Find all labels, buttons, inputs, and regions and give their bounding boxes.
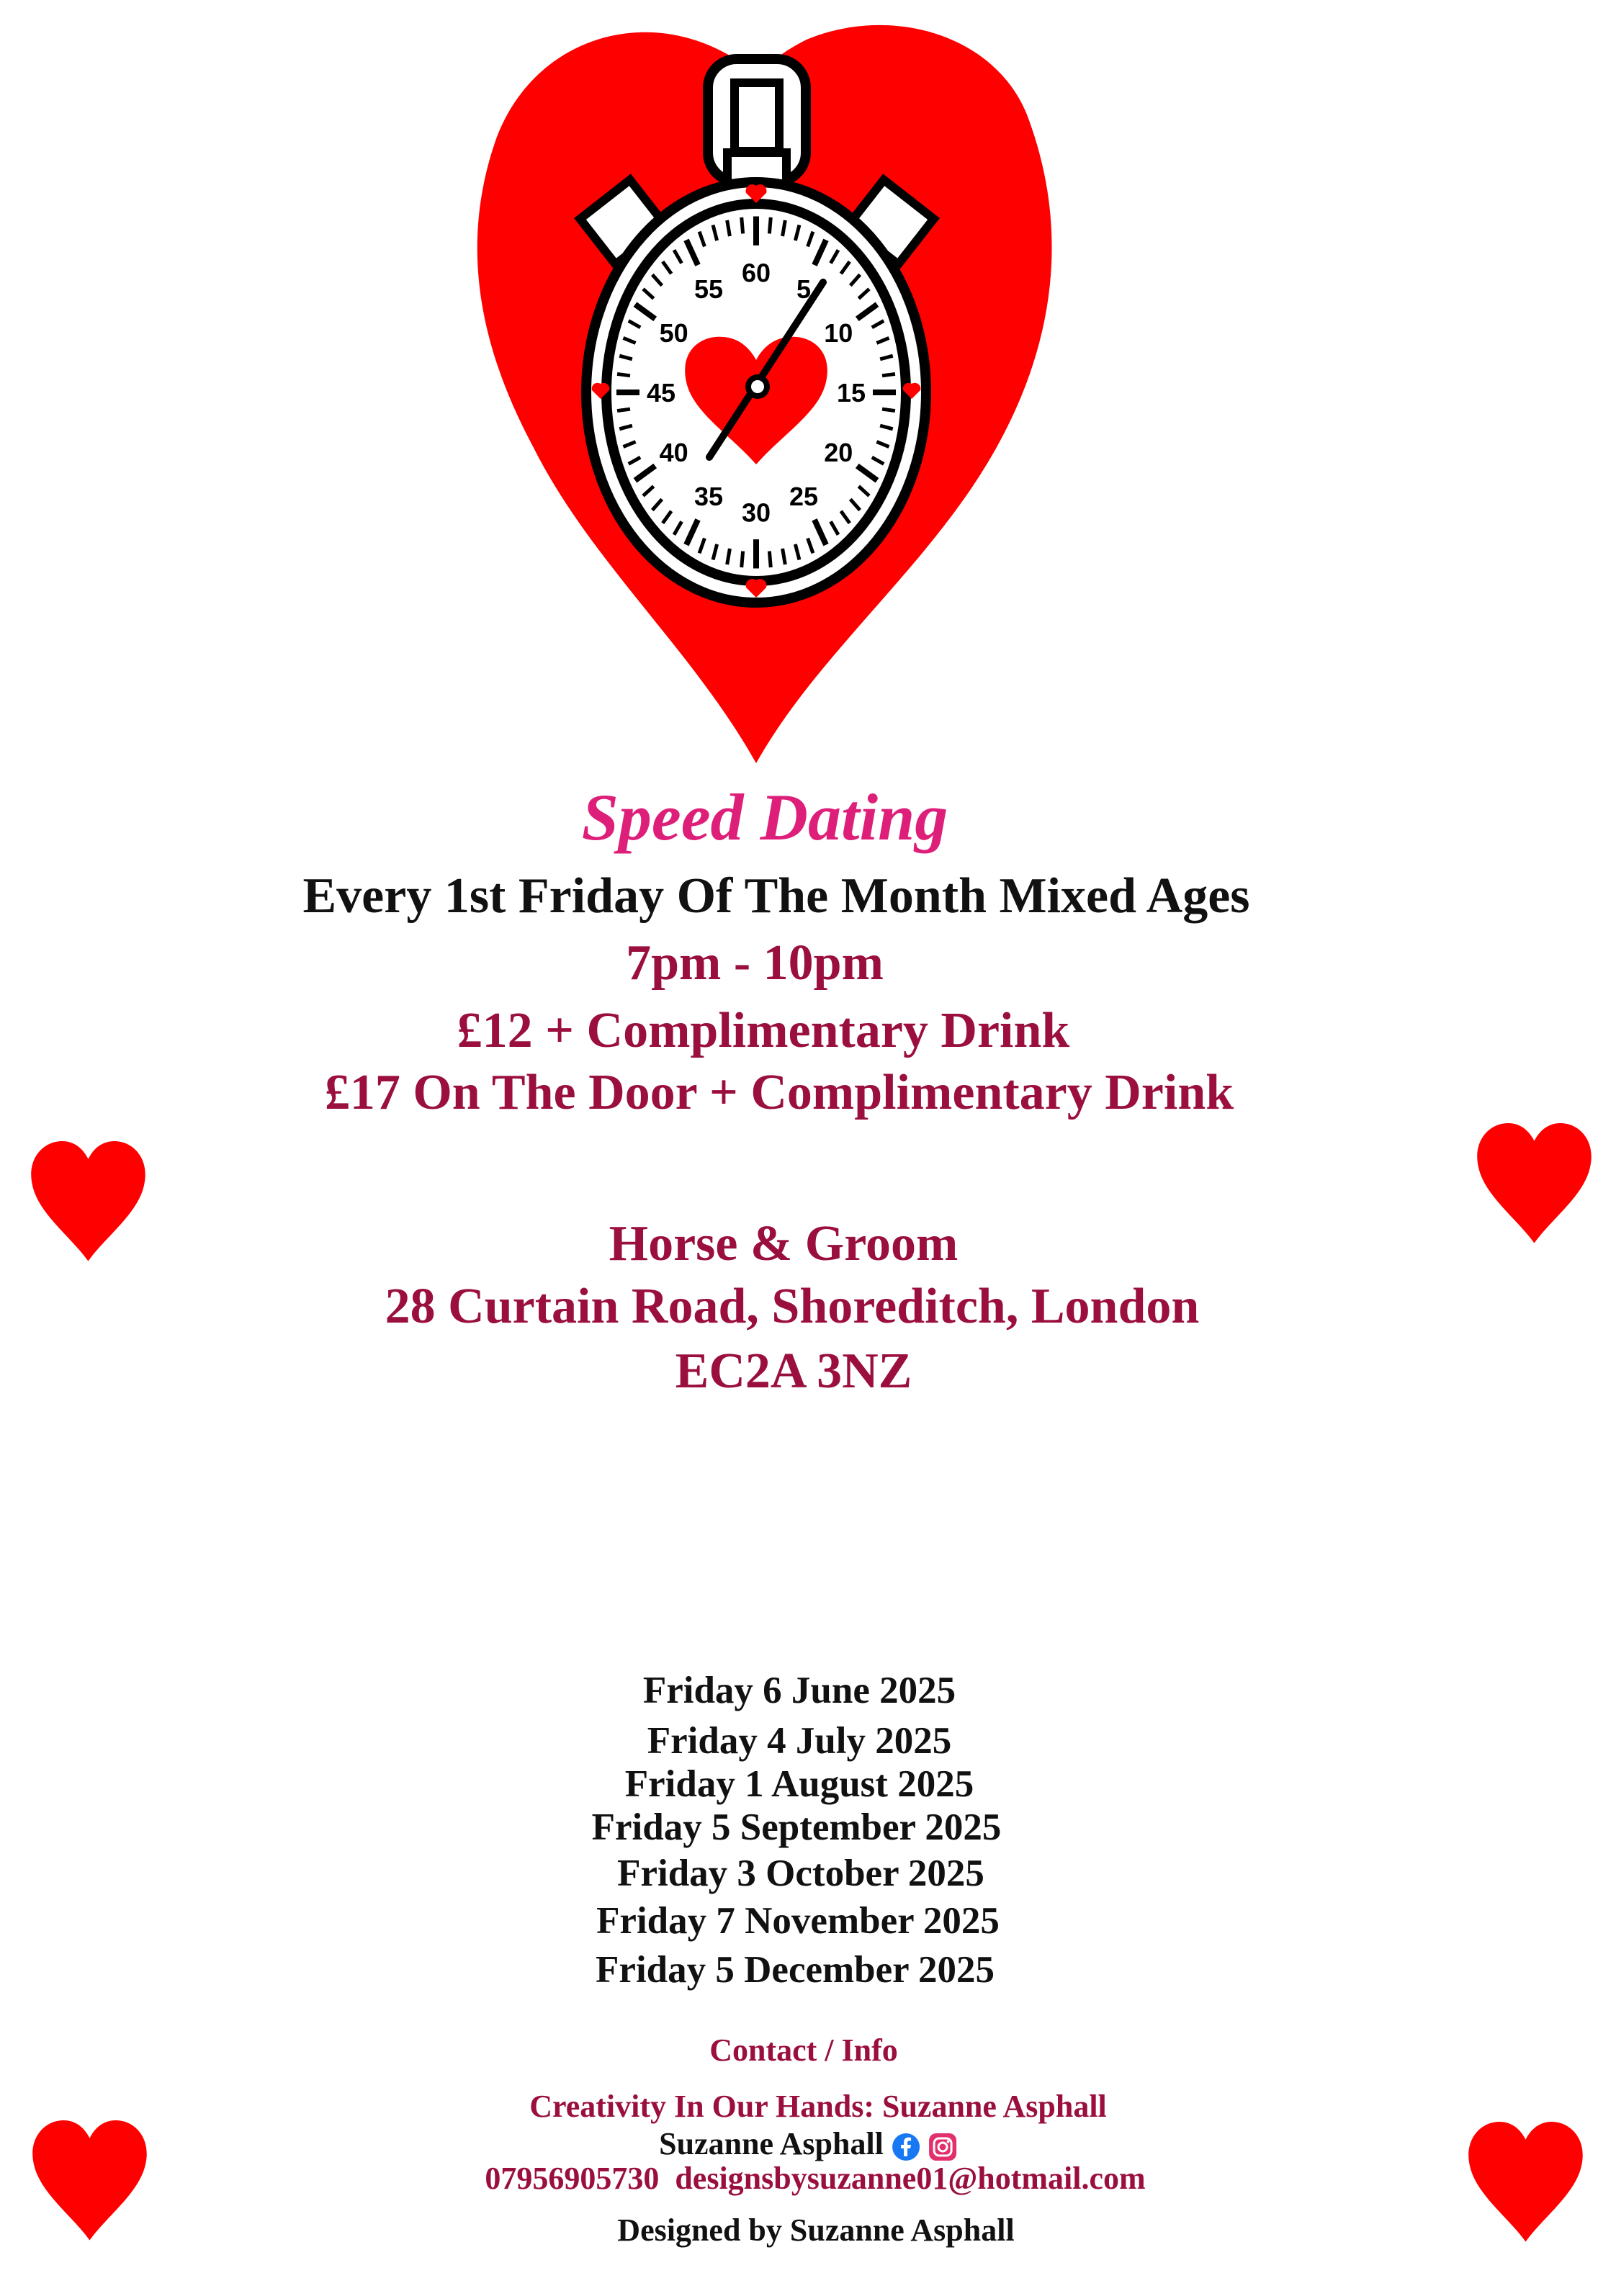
- date-item: Friday 7 November 2025: [596, 1900, 1000, 1942]
- date-item: Friday 3 October 2025: [617, 1852, 984, 1894]
- dial-number: 25: [789, 482, 819, 512]
- dial-tick: [769, 217, 771, 234]
- dial-tick: [617, 374, 630, 375]
- dial-number: 50: [659, 318, 688, 348]
- venue-name: Horse & Groom: [609, 1216, 959, 1271]
- heart-icon: [30, 2117, 149, 2243]
- stopwatch-heart-graphic: [0, 0, 1616, 778]
- event-title: Speed Dating: [581, 780, 948, 854]
- dial-number: 15: [836, 378, 866, 408]
- contact-name-row: [659, 2125, 957, 2162]
- dial-number: 35: [693, 482, 724, 512]
- date-item: Friday 5 September 2025: [591, 1806, 1002, 1848]
- heart-icon: [1475, 1120, 1594, 1246]
- heart-icon: [29, 1138, 148, 1264]
- date-item: Friday 4 July 2025: [647, 1720, 952, 1762]
- event-subtitle: Every 1st Friday Of The Month Mixed Ages: [302, 868, 1250, 924]
- dial-number: 30: [741, 498, 771, 528]
- designer-credit: Designed by Suzanne Asphall: [617, 2212, 1015, 2248]
- instagram-icon[interactable]: [928, 2133, 957, 2161]
- dial-number: 5: [796, 274, 812, 304]
- dial-tick: [742, 552, 743, 568]
- contact-phone[interactable]: 07956905730: [485, 2161, 660, 2196]
- dial-number: 20: [824, 438, 853, 468]
- dial-number: 55: [693, 274, 724, 304]
- contact-name: Suzanne Asphall: [659, 2126, 884, 2161]
- dial-tick: [617, 409, 630, 410]
- heart-icon: [1466, 2118, 1585, 2244]
- dial-number: 45: [646, 378, 676, 408]
- venue-postcode: EC2A 3NZ: [675, 1343, 912, 1399]
- dial-tick: [882, 374, 895, 375]
- contact-email[interactable]: designsbysuzanne01@hotmail.com: [675, 2161, 1146, 2196]
- date-item: Friday 6 June 2025: [642, 1670, 956, 1711]
- event-time: 7pm - 10pm: [626, 935, 884, 991]
- date-item: Friday 5 December 2025: [596, 1949, 995, 1991]
- date-item: Friday 1 August 2025: [624, 1763, 974, 1805]
- contact-phone-email-row: [485, 2160, 1145, 2197]
- dial-tick: [769, 552, 771, 568]
- facebook-icon[interactable]: [892, 2133, 920, 2161]
- dial-tick: [742, 217, 743, 234]
- contact-heading: Contact / Info: [709, 2032, 898, 2068]
- contact-org: Creativity In Our Hands: Suzanne Asphall: [529, 2089, 1107, 2124]
- dial-number: 60: [741, 258, 771, 288]
- venue-address: 28 Curtain Road, Shoreditch, London: [385, 1279, 1200, 1334]
- price-advance: £12 + Complimentary Drink: [457, 1003, 1070, 1058]
- dial-number: 40: [659, 438, 688, 468]
- price-door: £17 On The Door + Complimentary Drink: [324, 1065, 1234, 1120]
- dial-tick: [882, 409, 895, 410]
- dial-number: 10: [824, 318, 853, 348]
